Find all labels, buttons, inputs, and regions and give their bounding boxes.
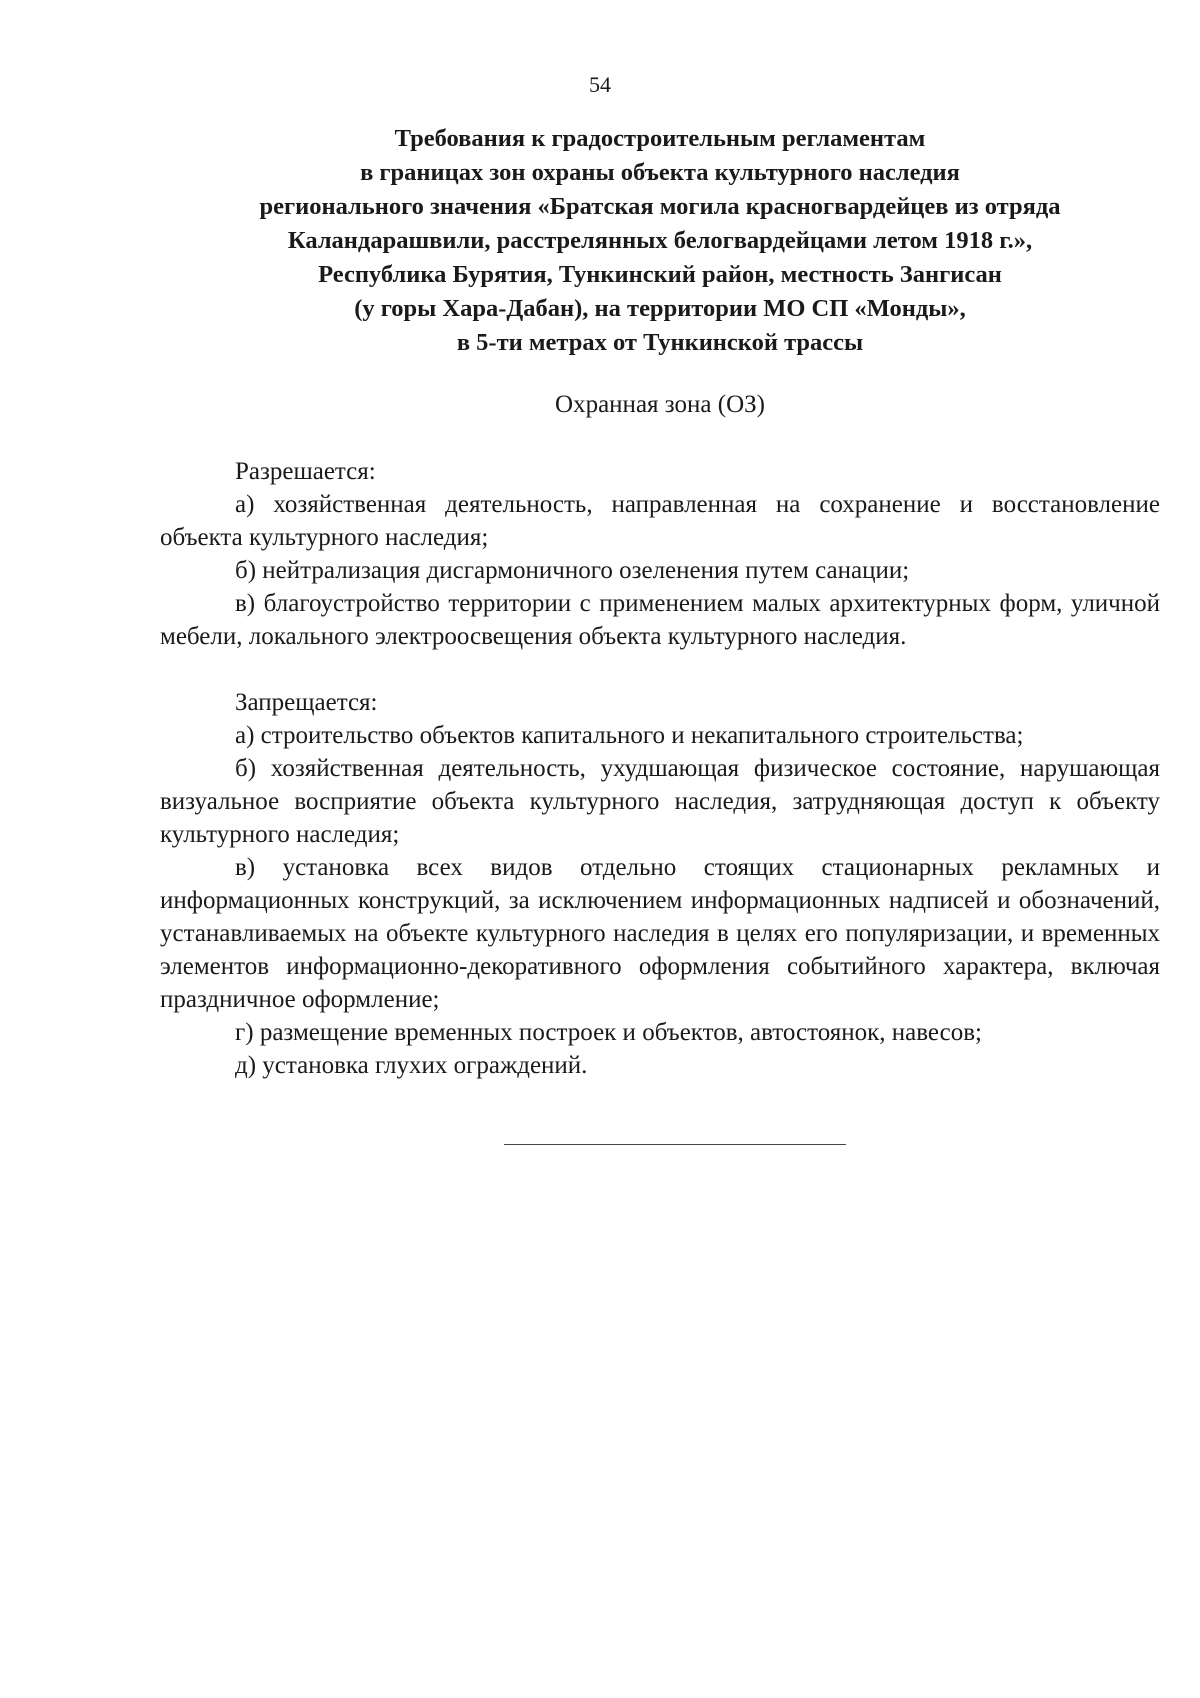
prohibited-item: б) хозяйственная деятельность, ухудшающая физическое состояние, нарушающая визуальное восприятие объекта культурного наследия, затрудняющая доступ к объекту культурного наследия;: [160, 755, 1160, 848]
title-line: Каландарашвили, расстрелянных белогвардейцами летом 1918 г.»,: [287, 227, 1033, 254]
prohibited-item: г) размещение временных построек и объектов, автостоянок, навесов;: [235, 1019, 982, 1046]
allowed-item: в) благоустройство территории с применением малых архитектурных форм, уличной мебели, локального электроосвещения объекта культурного наследия.: [160, 590, 1160, 650]
end-separator-line: [504, 1144, 846, 1145]
title-line: Требования к градостроительным регламентам: [394, 125, 926, 152]
section-spacer: [160, 653, 1160, 686]
prohibited-item: д) установка глухих ограждений.: [235, 1052, 588, 1079]
page-number: 54: [589, 72, 611, 97]
document-body: [160, 455, 1160, 1082]
prohibited-section: [160, 686, 1160, 1082]
prohibited-heading: Запрещается:: [235, 689, 378, 716]
document-title: [160, 122, 1160, 360]
title-line: регионального значения «Братская могила красногвардейцев из отряда: [259, 193, 1061, 220]
allowed-section: [160, 455, 1160, 653]
title-line: (у горы Хара-Дабан), на территории МО СП «Монды»,: [354, 295, 966, 322]
allowed-item: б) нейтрализация дисгармоничного озеленения путем санации;: [235, 557, 910, 584]
title-line: Республика Бурятия, Тункинский район, местность Зангисан: [318, 261, 1002, 288]
prohibited-item: в) установка всех видов отдельно стоящих стационарных рекламных и информационных конструкций, за исключением информационных надписей и обозначений, устанавливаемых на объекте культурного наследия в целях его популяризации, и временных элементов информационно-декоративного оформления событийного характера, включая праздничное оформление;: [160, 854, 1160, 1013]
prohibited-item: а) строительство объектов капитального и некапитального строительства;: [235, 722, 1024, 749]
title-line: в 5-ти метрах от Тункинской трассы: [456, 329, 864, 356]
allowed-item: а) хозяйственная деятельность, направленная на сохранение и восстановление объекта культурного наследия;: [160, 491, 1160, 551]
allowed-heading: Разрешается:: [235, 458, 376, 485]
title-line: в границах зон охраны объекта культурного наследия: [360, 159, 960, 186]
zone-heading: Охранная зона (ОЗ): [555, 391, 765, 418]
